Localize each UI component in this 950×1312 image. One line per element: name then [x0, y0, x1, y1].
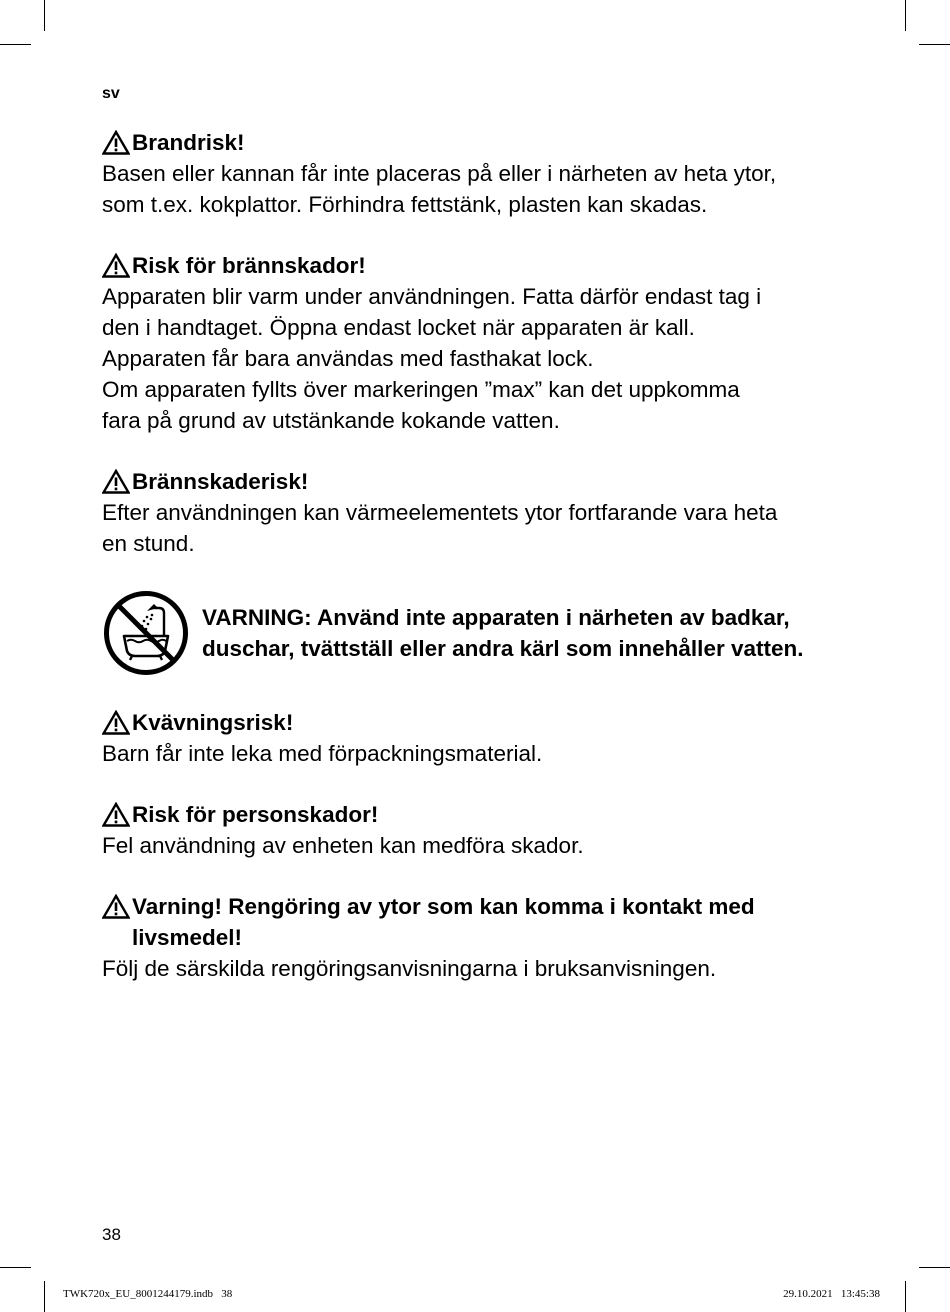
- section-heading: [102, 707, 862, 738]
- section-burn-risk: [102, 250, 862, 436]
- crop-mark-top-left-vertical: [44, 0, 45, 31]
- section-injury-risk: [102, 799, 862, 861]
- paragraph-line: Barn får inte leka med förpackningsmaterial.: [102, 741, 543, 766]
- paragraph-line: Basen eller kannan får inte placeras på eller i närheten av heta ytor,: [102, 161, 777, 186]
- section-heading: [102, 891, 862, 953]
- paragraph-line: Apparaten får bara användas med fasthakat lock.: [102, 346, 594, 371]
- section-scald-risk: [102, 466, 862, 559]
- crop-mark-top-right-horizontal: [919, 44, 950, 45]
- crop-mark-bottom-left-vertical: [44, 1281, 45, 1312]
- paragraph-line: fara på grund av utstänkande kokande vatten.: [102, 408, 560, 433]
- paragraph-line: Fel användning av enheten kan medföra skador.: [102, 833, 584, 858]
- paragraph-line: Apparaten blir varm under användningen. Fatta därför endast tag i: [102, 284, 762, 309]
- heading-text: Risk för brännskador!: [132, 253, 366, 278]
- heading-text: Brännskaderisk!: [132, 469, 309, 494]
- water-warning-text: [202, 602, 862, 664]
- warning-triangle-icon: [102, 799, 132, 830]
- crop-mark-bottom-right-horizontal: [919, 1267, 950, 1268]
- page-number: 38: [102, 1225, 121, 1244]
- crop-mark-bottom-right-vertical: [905, 1281, 906, 1312]
- heading-text: [132, 891, 862, 953]
- section-suffocation-risk: [102, 707, 862, 769]
- section-heading: [102, 799, 862, 830]
- section-heading: [102, 466, 862, 497]
- crop-mark-top-left-horizontal: [0, 44, 31, 45]
- section-heading: [102, 250, 862, 281]
- water-warning: [102, 589, 862, 677]
- crop-mark-bottom-left-horizontal: [0, 1267, 31, 1268]
- warning-triangle-icon: [102, 250, 132, 281]
- safety-instructions: [102, 127, 862, 1014]
- heading-text: Brandrisk!: [132, 130, 245, 155]
- paragraph-line: en stund.: [102, 531, 195, 556]
- paragraph-line: Om apparaten fyllts över markeringen ”max” kan det uppkomma: [102, 377, 740, 402]
- heading-line: Varning! Rengöring av ytor som kan komma i kontakt med: [132, 894, 755, 919]
- warning-triangle-icon: [102, 466, 132, 497]
- heading-line: livsmedel!: [132, 925, 243, 950]
- paragraph-line: som t.ex. kokplattor. Förhindra fettstänk, plasten kan skadas.: [102, 192, 708, 217]
- section-fire-risk: [102, 127, 862, 220]
- warning-triangle-icon: [102, 127, 132, 158]
- warning-triangle-icon: [102, 891, 132, 922]
- paragraph-line: den i handtaget. Öppna endast locket när apparaten är kall.: [102, 315, 695, 340]
- no-bath-shower-icon: [102, 589, 190, 677]
- paragraph-line: Följ de särskilda rengöringsanvisningarna i bruksanvisningen.: [102, 956, 717, 981]
- warning-line: VARNING: Använd inte apparaten i närheten av badkar,: [202, 605, 790, 630]
- language-code: sv: [102, 85, 120, 102]
- warning-triangle-icon: [102, 707, 132, 738]
- footer-file-info: TWK720x_EU_8001244179.indb 38: [63, 1288, 233, 1300]
- heading-text: Risk för personskador!: [132, 802, 379, 827]
- crop-mark-top-right-vertical: [905, 0, 906, 31]
- warning-line: duschar, tvättställ eller andra kärl som innehåller vatten.: [202, 636, 804, 661]
- paragraph-line: Efter användningen kan värmeelementets ytor fortfarande vara heta: [102, 500, 778, 525]
- footer-timestamp: 29.10.2021 13:45:38: [783, 1288, 880, 1300]
- heading-text: Kvävningsrisk!: [132, 710, 294, 735]
- section-heading: [102, 127, 862, 158]
- section-food-contact-cleaning: [102, 891, 862, 984]
